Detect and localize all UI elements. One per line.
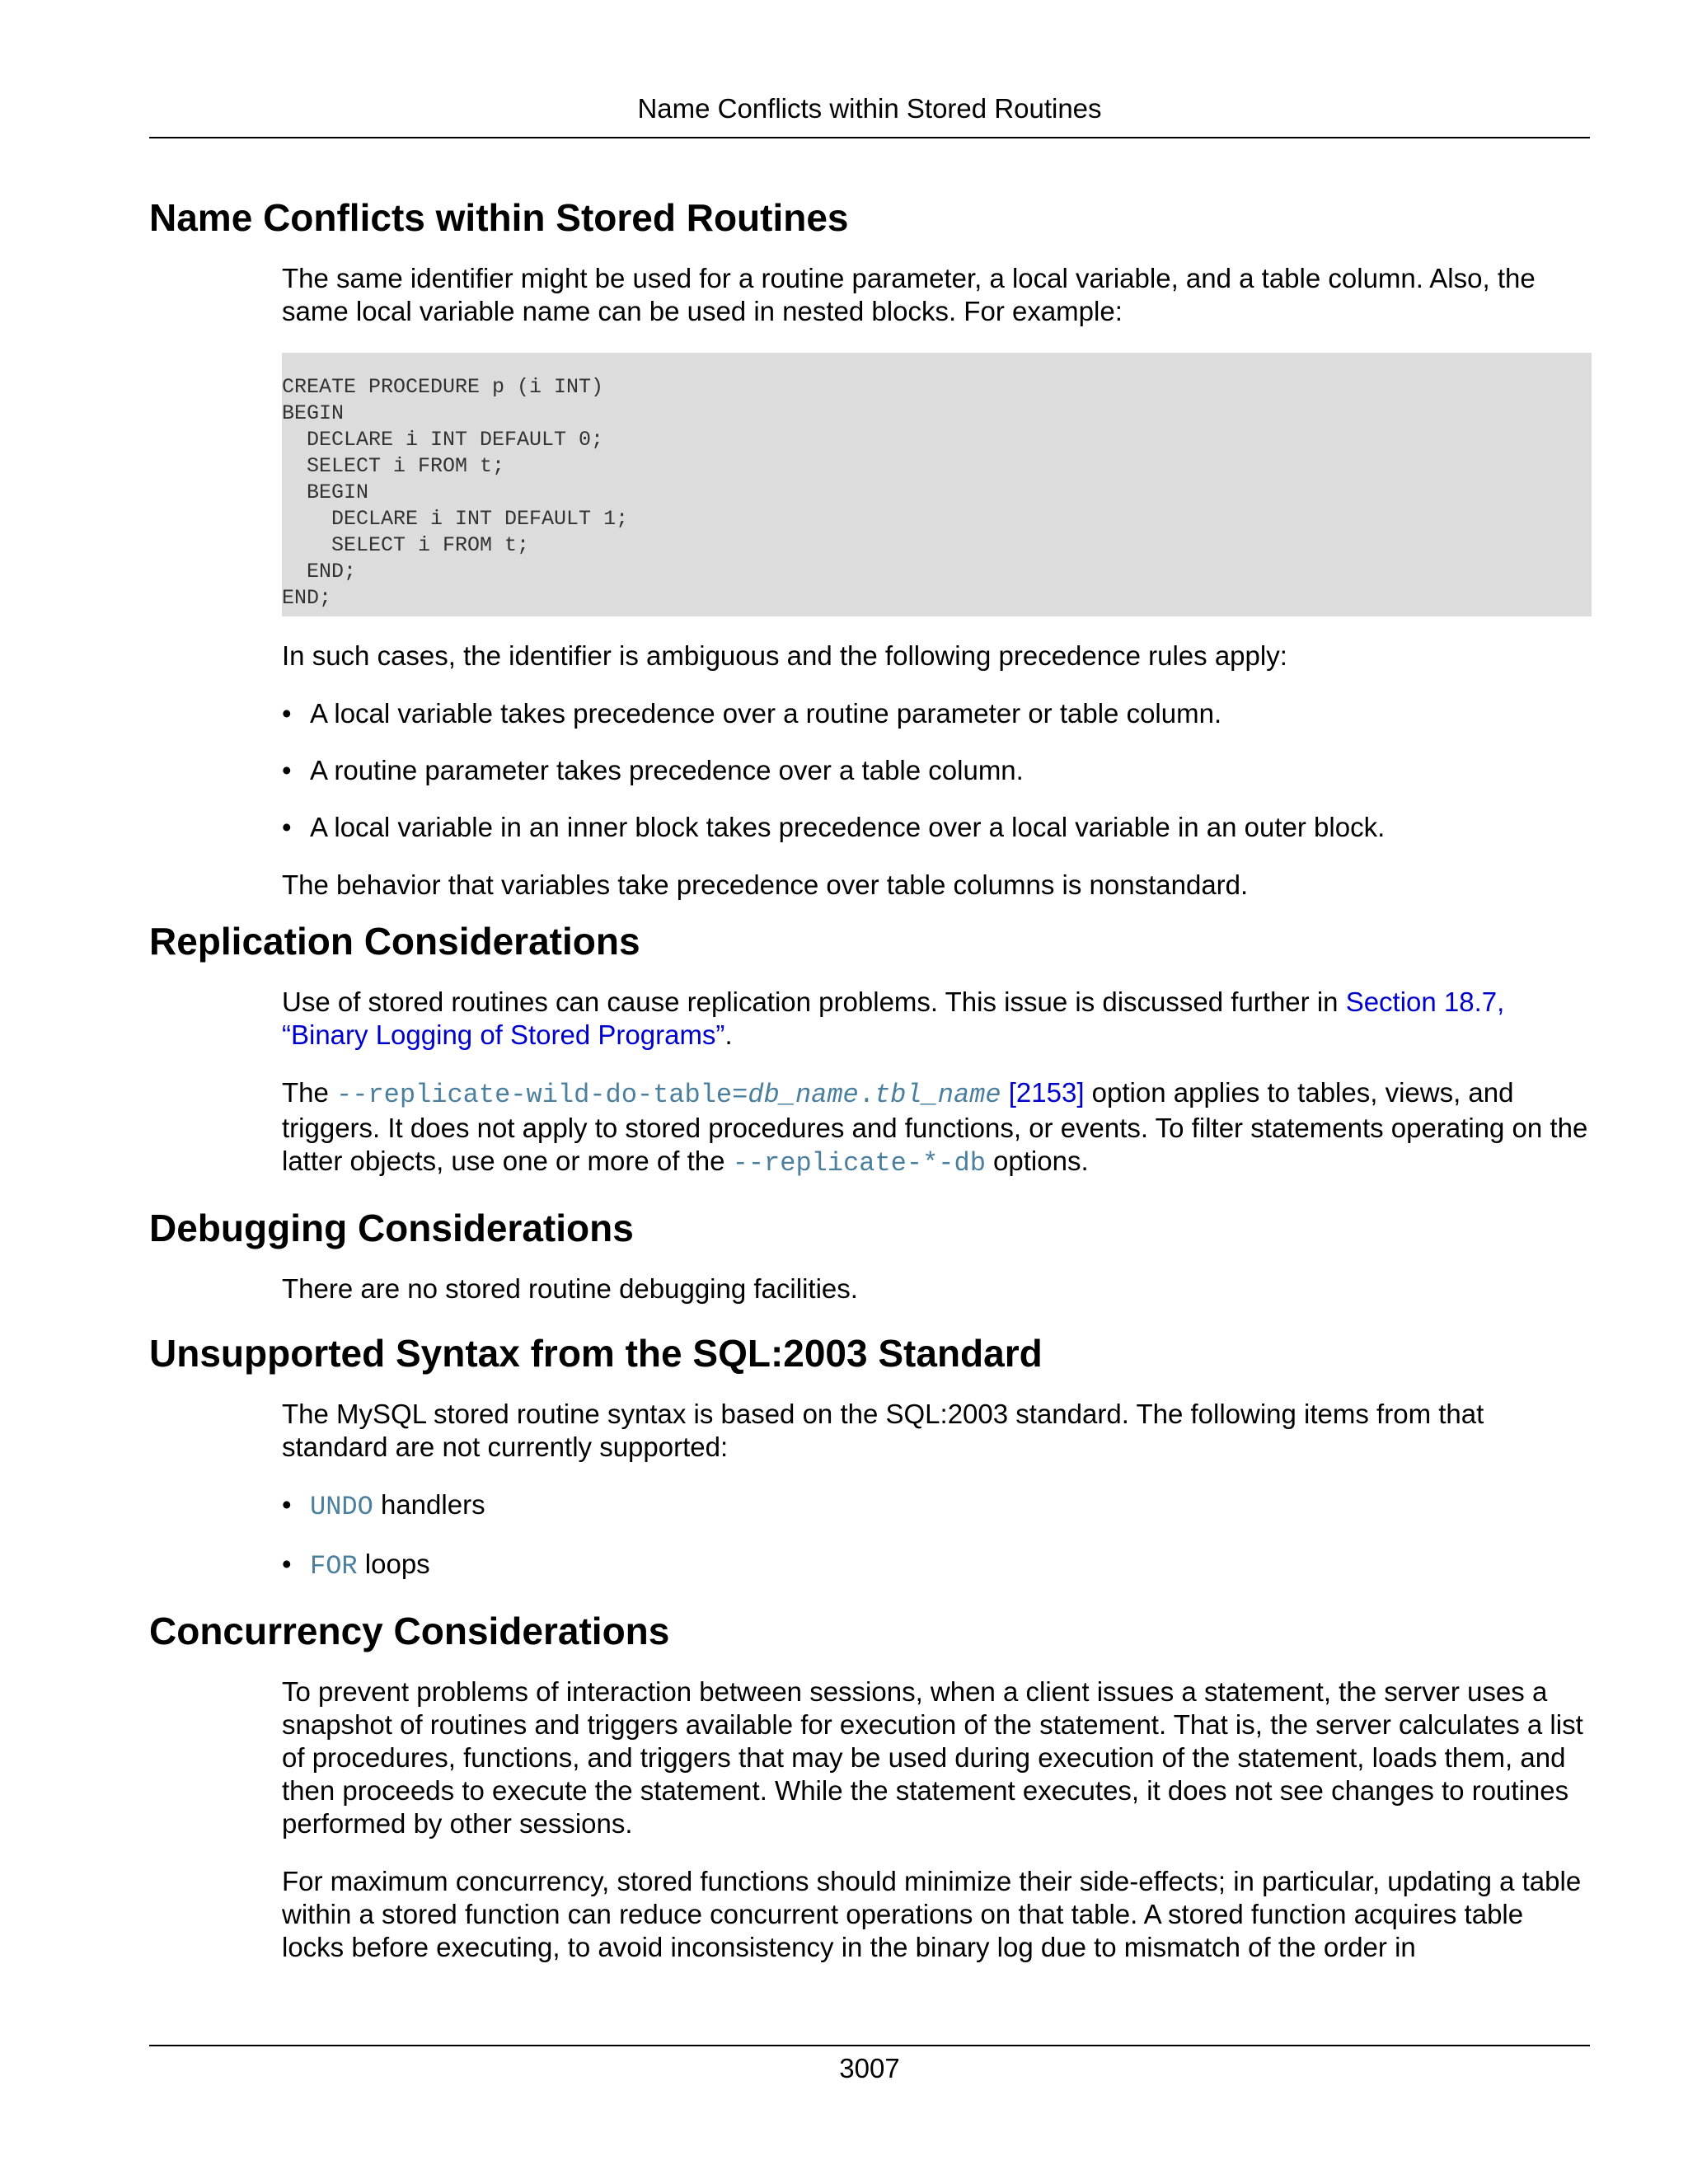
replication-p2-the: The	[282, 1077, 337, 1108]
ambiguity-text: In such cases, the identifier is ambiguous and the following precedence rules apply:	[282, 640, 1287, 671]
list-item: • A local variable in an inner block takes precedence over a local variable in an outer block.	[282, 811, 1592, 844]
option-name: --replicate-wild-do-table=	[336, 1080, 748, 1110]
undo-text: handlers	[373, 1489, 485, 1520]
debugging-body	[282, 1272, 1592, 1305]
page-content	[149, 194, 1592, 1989]
running-title: Name Conflicts within Stored Routines	[637, 93, 1102, 124]
list-item	[282, 1488, 1592, 1524]
undo-link[interactable]: UNDO	[310, 1492, 373, 1522]
replication-p2-text: option applies to tables, views, and triggers. It does not apply to stored procedures and functions, or events. To filter statements operating on the latter objects, use one or more of the	[282, 1077, 1588, 1176]
page-ref-link[interactable]: [2153]	[1008, 1077, 1085, 1108]
for-text: loops	[357, 1549, 430, 1579]
code-example: CREATE PROCEDURE p (i INT) BEGIN DECLARE i INT DEFAULT 0; SELECT i FROM t; BEGIN DECLARE i INT DEFAULT 1; SELECT i FROM t; END; END;	[282, 353, 1592, 616]
name-conflicts-intro: The same identifier might be used for a routine parameter, a local variable, and a table column. Also, the same local variable name can be used in nested blocks. For example:	[282, 263, 1536, 326]
replication-p2-end: options.	[985, 1146, 1089, 1176]
unsupported-list	[282, 1488, 1592, 1583]
list-item: • A local variable takes precedence over a routine parameter or table column.	[282, 697, 1592, 730]
concurrency-p1: To prevent problems of interaction between sessions, when a client issues a statement, the server uses a snapshot of routines and triggers available for execution of the statement. That is, the server calculates a list of procedures, functions, and triggers that may be used during execution of the statement, loads them, and then proceeds to execute the statement. While the statement executes, it does not see changes to routines performed by other sessions.	[282, 1676, 1583, 1839]
page-number: 3007	[839, 2053, 900, 2083]
db-name-placeholder: db_name	[748, 1080, 859, 1110]
for-link[interactable]: FOR	[310, 1551, 358, 1582]
heading-replication: Replication Considerations	[149, 920, 640, 963]
list-item: • A routine parameter takes precedence over a table column.	[282, 754, 1592, 787]
replication-p1-text: Use of stored routines can cause replication problems. This issue is discussed further in	[282, 987, 1346, 1017]
nonstandard-note: The behavior that variables take precedence over table columns is nonstandard.	[282, 869, 1249, 900]
debugging-text: There are no stored routine debugging facilities.	[282, 1273, 858, 1304]
heading-debugging: Debugging Considerations	[149, 1207, 634, 1249]
unsupported-intro: The MySQL stored routine syntax is based on the SQL:2003 standard. The following items from that standard are not currently supported:	[282, 1399, 1484, 1462]
replication-body	[282, 986, 1592, 1180]
option-dot: .	[858, 1080, 874, 1110]
heading-concurrency: Concurrency Considerations	[149, 1610, 670, 1652]
replication-p1	[282, 986, 1592, 1052]
concurrency-body	[282, 1675, 1592, 1964]
page-footer	[149, 2045, 1590, 2084]
replicate-wild-do-table-link[interactable]	[336, 1080, 1001, 1110]
binary-logging-link[interactable]: Section 18.7, “Binary Logging of Stored Programs”	[282, 987, 1505, 1050]
heading-unsupported-syntax: Unsupported Syntax from the SQL:2003 Standard	[149, 1332, 1043, 1375]
tbl-name-placeholder: tbl_name	[874, 1080, 1001, 1110]
heading-name-conflicts: Name Conflicts within Stored Routines	[149, 196, 849, 239]
precedence-rules-list	[282, 697, 1592, 844]
replicate-db-link[interactable]: --replicate-*-db	[732, 1148, 986, 1179]
running-header	[149, 92, 1590, 138]
unsupported-body	[282, 1398, 1592, 1583]
list-item	[282, 1548, 1592, 1583]
name-conflicts-body	[282, 262, 1592, 328]
replication-p1-end: .	[724, 1019, 733, 1050]
name-conflicts-rules-body	[282, 640, 1592, 902]
replication-p2	[282, 1076, 1592, 1180]
concurrency-p2: For maximum concurrency, stored functions should minimize their side-effects; in particular, updating a table within a stored function can reduce concurrent operations on that table. A stored function acquires table locks before executing, to avoid inconsistency in the binary log due to mismatch of the order in	[282, 1866, 1582, 1962]
